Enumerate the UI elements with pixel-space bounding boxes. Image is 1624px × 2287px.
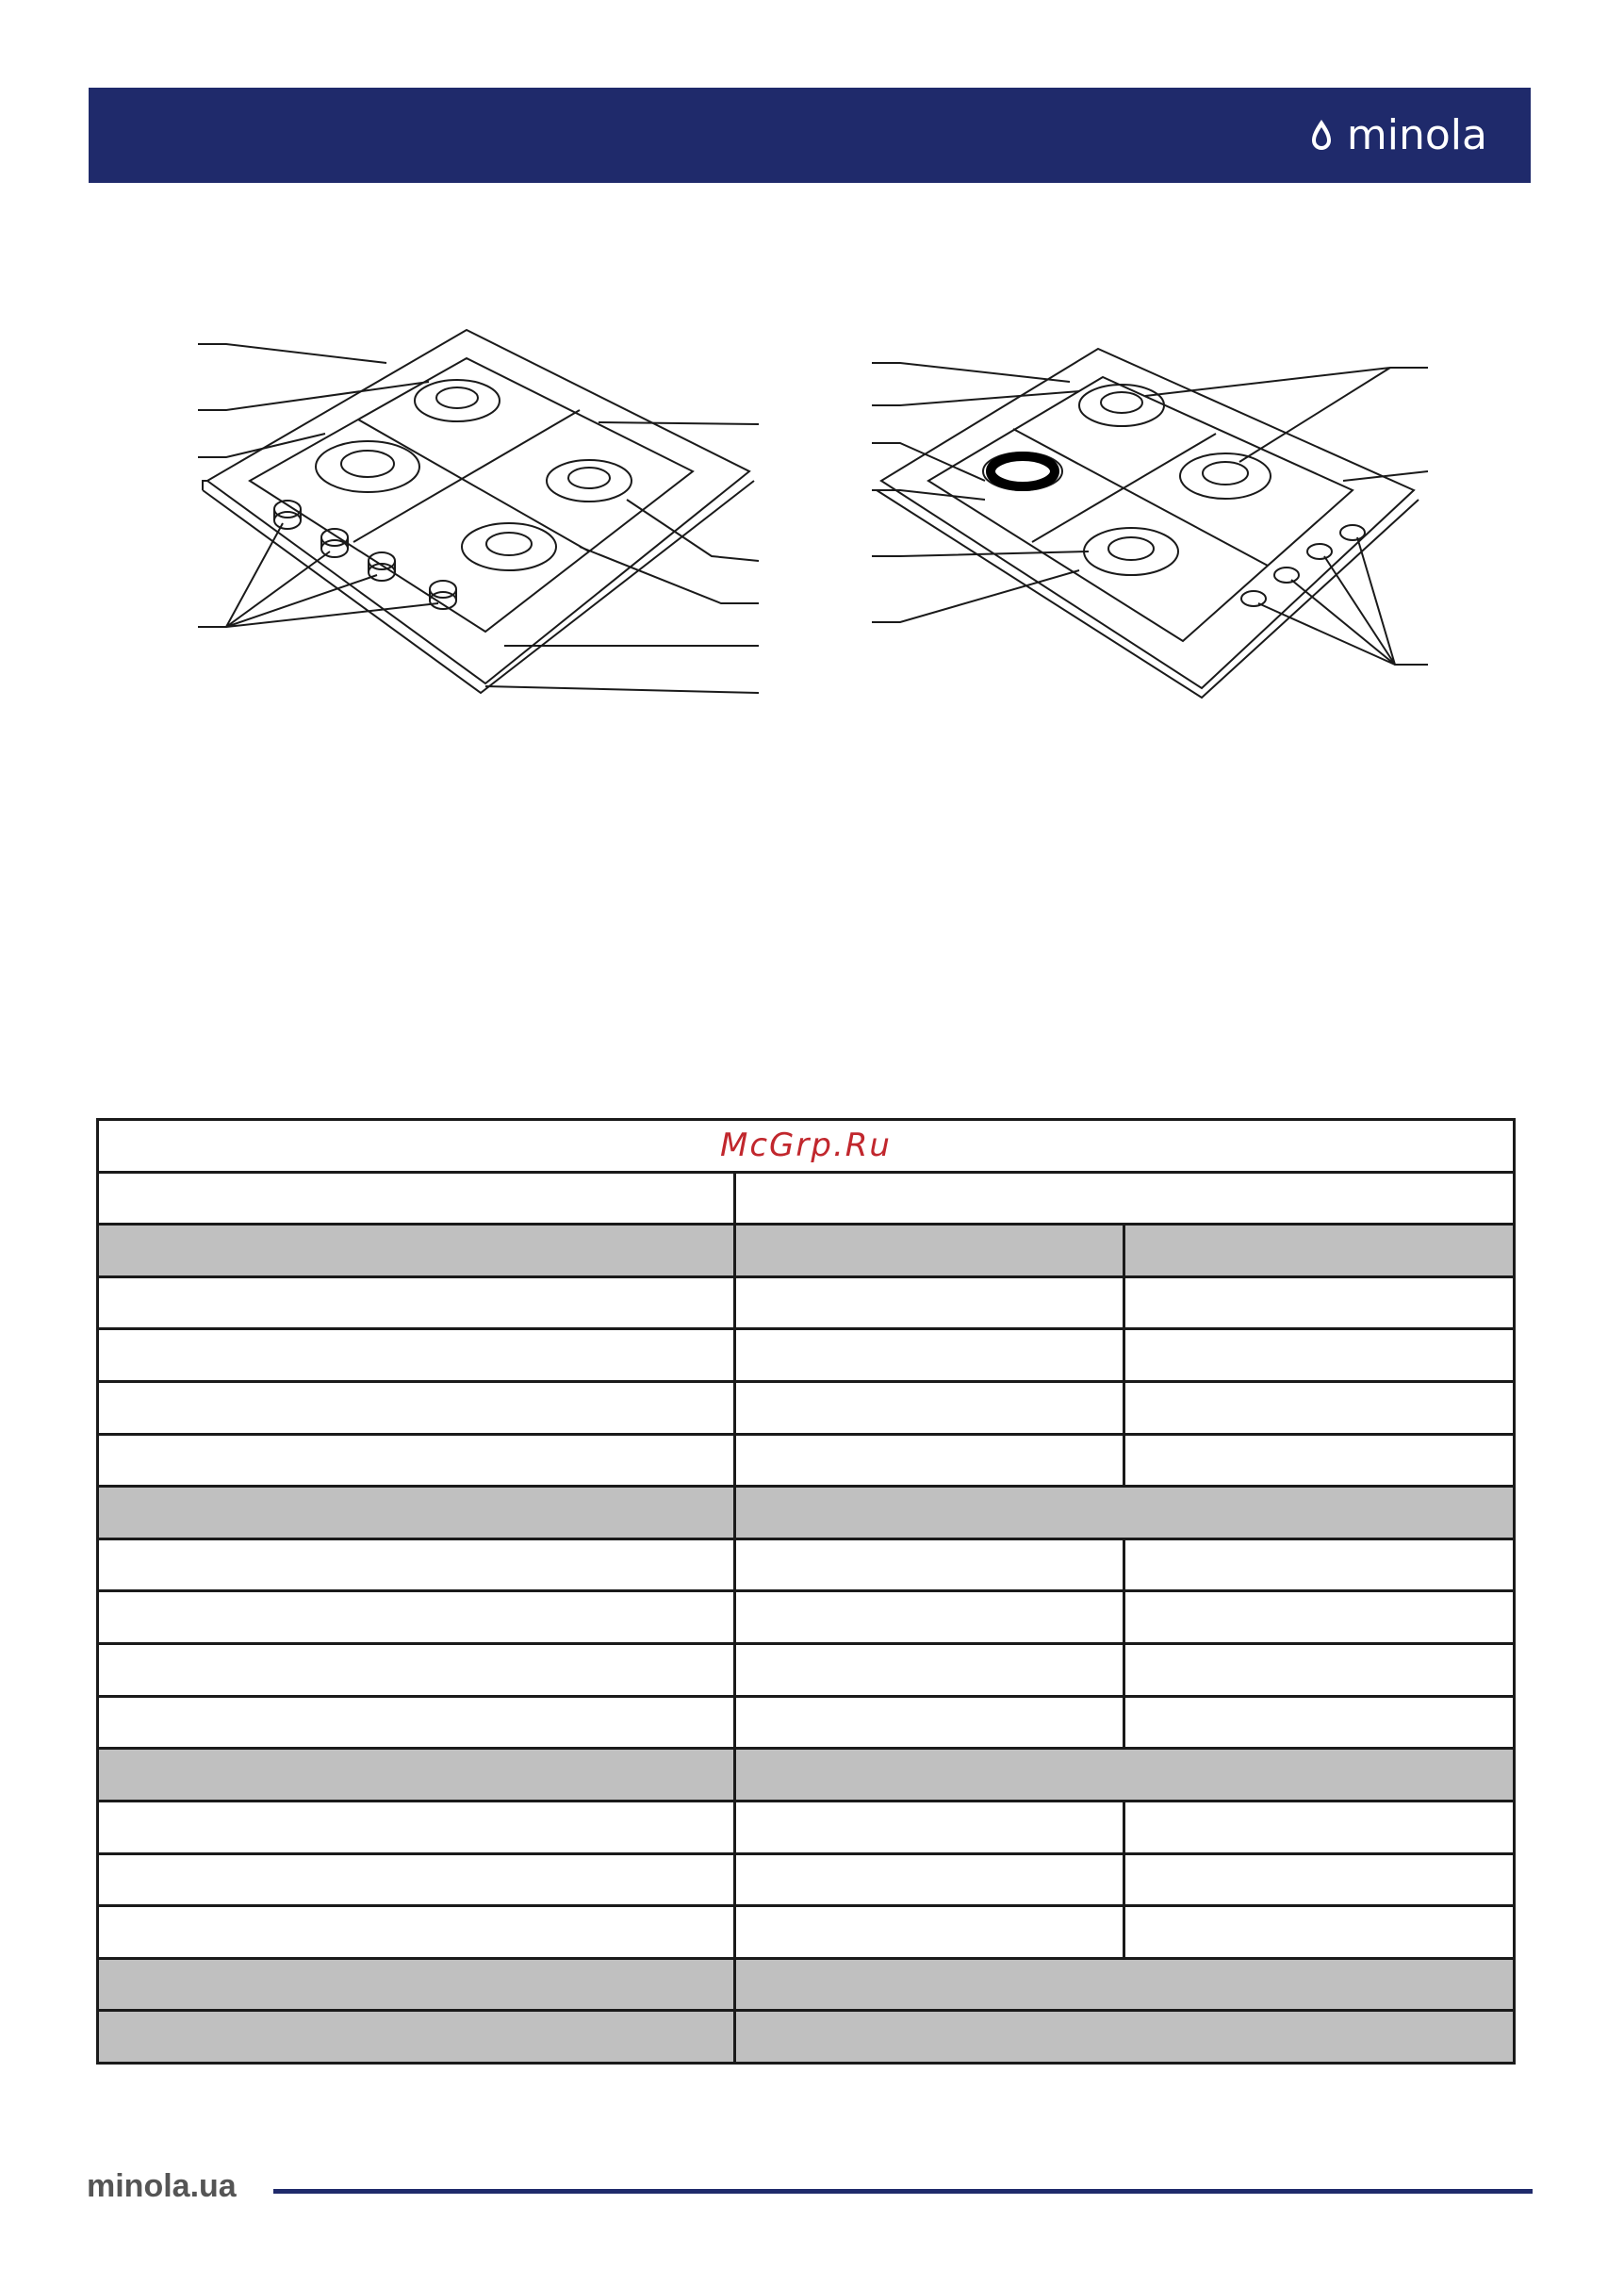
table-cell bbox=[98, 1906, 735, 1959]
table-cell bbox=[98, 1276, 735, 1329]
table-cell bbox=[735, 1434, 1124, 1487]
table-row bbox=[98, 1853, 1515, 1906]
header-bar bbox=[89, 88, 1531, 183]
table-cell bbox=[98, 1801, 735, 1853]
table-cell bbox=[735, 1487, 1515, 1539]
table-cell bbox=[735, 1696, 1124, 1749]
table-row bbox=[98, 1276, 1515, 1329]
table-cell bbox=[735, 1276, 1124, 1329]
table-row bbox=[98, 1434, 1515, 1487]
table-row bbox=[98, 1329, 1515, 1382]
table-cell bbox=[1124, 1644, 1515, 1697]
table-cell bbox=[1124, 1225, 1515, 1277]
table-section-header bbox=[98, 1487, 1515, 1539]
table-cell bbox=[1124, 1801, 1515, 1853]
table-row bbox=[98, 1382, 1515, 1435]
table-cell bbox=[98, 1382, 735, 1435]
table-cell bbox=[1124, 1853, 1515, 1906]
brand-logo[interactable] bbox=[1309, 110, 1487, 159]
table-row bbox=[98, 1696, 1515, 1749]
table-cell bbox=[735, 1906, 1124, 1959]
table-cell bbox=[98, 2011, 735, 2064]
table-row bbox=[98, 1906, 1515, 1959]
table-row bbox=[98, 1644, 1515, 1697]
footer-url[interactable]: minola.ua bbox=[87, 2168, 237, 2204]
table-cell bbox=[1124, 1591, 1515, 1644]
table-cell bbox=[1124, 1329, 1515, 1382]
table-cell bbox=[98, 1853, 735, 1906]
table-cell bbox=[98, 1696, 735, 1749]
table-cell bbox=[735, 1172, 1515, 1225]
table-cell bbox=[735, 1382, 1124, 1435]
table-cell bbox=[735, 1853, 1124, 1906]
table-cell bbox=[735, 1225, 1124, 1277]
footer-divider bbox=[273, 2189, 1533, 2194]
hob-diagram-right bbox=[862, 339, 1447, 716]
table-cell bbox=[98, 1958, 735, 2011]
flame-drop-icon bbox=[1309, 118, 1334, 152]
table-cell bbox=[98, 1749, 735, 1802]
table-cell bbox=[735, 2011, 1515, 2064]
hob-diagram-left bbox=[184, 321, 787, 716]
table-cell bbox=[98, 1329, 735, 1382]
table-cell bbox=[735, 1958, 1515, 2011]
table-cell bbox=[1124, 1382, 1515, 1435]
table-row bbox=[98, 1801, 1515, 1853]
table-cell bbox=[98, 1644, 735, 1697]
table-cell bbox=[98, 1225, 735, 1277]
table-section-header bbox=[98, 1225, 1515, 1277]
table-row bbox=[98, 1172, 1515, 1225]
table-cell bbox=[98, 1434, 735, 1487]
table-cell bbox=[735, 1329, 1124, 1382]
brand-name: minola bbox=[1346, 110, 1487, 159]
table-cell bbox=[735, 1801, 1124, 1853]
table-cell bbox=[735, 1749, 1515, 1802]
table-cell bbox=[735, 1538, 1124, 1591]
table-section-header bbox=[98, 2011, 1515, 2064]
table-cell bbox=[1124, 1276, 1515, 1329]
table-cell bbox=[1124, 1696, 1515, 1749]
table-row bbox=[98, 1120, 1515, 1173]
table-section-header bbox=[98, 1749, 1515, 1802]
table-cell bbox=[1124, 1434, 1515, 1487]
table-cell bbox=[98, 1591, 735, 1644]
table-cell bbox=[98, 1538, 735, 1591]
table-row bbox=[98, 1591, 1515, 1644]
table-cell bbox=[1124, 1538, 1515, 1591]
table-cell bbox=[98, 1172, 735, 1225]
table-cell bbox=[98, 1487, 735, 1539]
table-section-header bbox=[98, 1958, 1515, 2011]
table-cell bbox=[735, 1591, 1124, 1644]
table-row bbox=[98, 1538, 1515, 1591]
watermark-text: McGrp.Ru bbox=[98, 1120, 1515, 1173]
table-cell bbox=[1124, 1906, 1515, 1959]
spec-table bbox=[96, 1118, 1516, 2065]
table-cell bbox=[735, 1644, 1124, 1697]
